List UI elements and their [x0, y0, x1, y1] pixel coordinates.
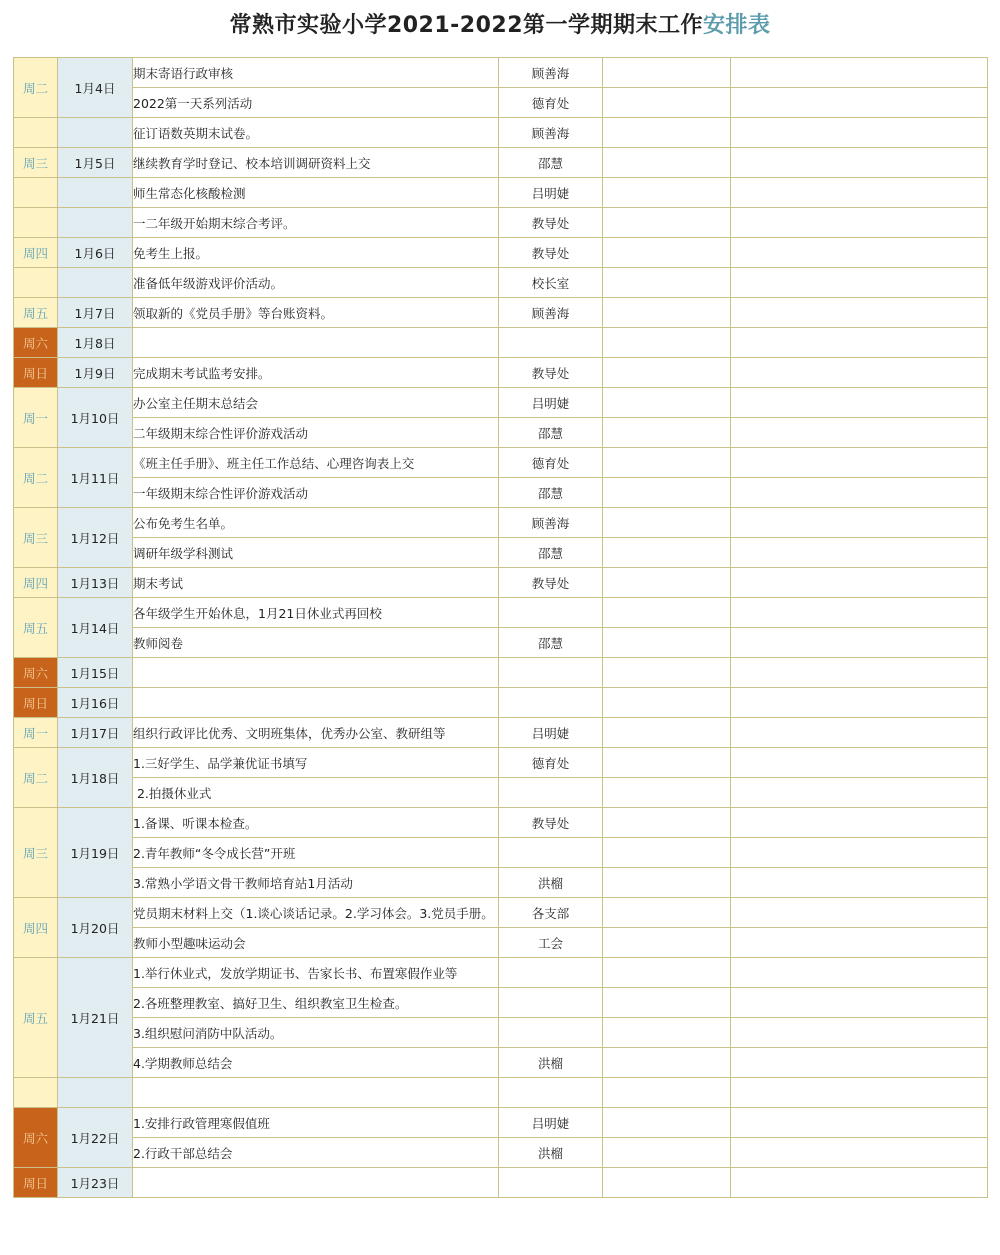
table-row — [14, 988, 988, 1018]
weekday-cell: 周二 — [14, 748, 58, 808]
event-cell: 完成期末考试监考安排。 — [133, 358, 499, 388]
event-cell — [133, 1078, 499, 1108]
blank-cell — [603, 1048, 731, 1078]
table-row — [14, 358, 988, 388]
blank-cell — [603, 568, 731, 598]
blank-cell — [603, 388, 731, 418]
table-row — [14, 268, 988, 298]
blank-cell — [603, 238, 731, 268]
blank-cell — [731, 118, 988, 148]
blank-cell — [731, 508, 988, 538]
blank-cell — [731, 988, 988, 1018]
owner-cell: 吕明婕 — [499, 718, 603, 748]
event-cell: 公布免考生名单。 — [133, 508, 499, 538]
table-row — [14, 1108, 988, 1138]
event-cell: 党员期末材料上交（1.谈心谈话记录。2.学习体会。3.党员手册。 — [133, 898, 499, 928]
owner-cell — [499, 1168, 603, 1198]
event-cell: 征订语数英期末试卷。 — [133, 118, 499, 148]
blank-cell — [731, 448, 988, 478]
table-row — [14, 88, 988, 118]
event-cell: 期末寄语行政审核 — [133, 58, 499, 88]
table-row — [14, 58, 988, 88]
blank-cell — [731, 1168, 988, 1198]
blank-cell — [603, 748, 731, 778]
event-cell: 继续教育学时登记、校本培训调研资料上交 — [133, 148, 499, 178]
table-row — [14, 628, 988, 658]
date-cell: 1月21日 — [58, 958, 133, 1078]
weekday-cell: 周日 — [14, 358, 58, 388]
weekday-cell: 周三 — [14, 148, 58, 178]
table-row — [14, 328, 988, 358]
owner-cell: 吕明婕 — [499, 1108, 603, 1138]
event-cell: 办公室主任期末总结会 — [133, 388, 499, 418]
owner-cell — [499, 958, 603, 988]
owner-cell — [499, 988, 603, 1018]
weekday-cell: 周二 — [14, 448, 58, 508]
event-cell: 领取新的《党员手册》等台账资料。 — [133, 298, 499, 328]
blank-cell — [603, 118, 731, 148]
blank-cell — [603, 1168, 731, 1198]
blank-cell — [731, 1108, 988, 1138]
blank-cell — [731, 628, 988, 658]
event-cell: 2.青年教师“冬令成长营”开班 — [133, 838, 499, 868]
table-row — [14, 118, 988, 148]
event-cell: 4.学期教师总结会 — [133, 1048, 499, 1078]
event-cell: 1.备课、听课本检查。 — [133, 808, 499, 838]
blank-cell — [731, 658, 988, 688]
blank-cell — [731, 898, 988, 928]
date-cell: 1月10日 — [58, 388, 133, 448]
date-cell: 1月15日 — [58, 658, 133, 688]
table-row — [14, 568, 988, 598]
title-highlight: 安排表 — [703, 13, 771, 38]
blank-cell — [731, 418, 988, 448]
table-row — [14, 388, 988, 418]
table-row — [14, 838, 988, 868]
owner-cell: 教导处 — [499, 208, 603, 238]
date-cell: 1月17日 — [58, 718, 133, 748]
table-row — [14, 238, 988, 268]
owner-cell: 邵慧 — [499, 628, 603, 658]
owner-cell: 吕明婕 — [499, 388, 603, 418]
owner-cell: 吕明婕 — [499, 178, 603, 208]
date-cell: 1月9日 — [58, 358, 133, 388]
table-row — [14, 658, 988, 688]
owner-cell: 顾善海 — [499, 298, 603, 328]
owner-cell: 邵慧 — [499, 148, 603, 178]
event-cell: 二年级期末综合性评价游戏活动 — [133, 418, 499, 448]
date-cell: 1月18日 — [58, 748, 133, 808]
event-cell: 师生常态化核酸检测 — [133, 178, 499, 208]
blank-cell — [731, 958, 988, 988]
blank-cell — [603, 688, 731, 718]
owner-cell: 德育处 — [499, 88, 603, 118]
event-cell — [133, 688, 499, 718]
table-row — [14, 898, 988, 928]
blank-cell — [731, 58, 988, 88]
weekday-cell: 周六 — [14, 328, 58, 358]
weekday-cell: 周六 — [14, 658, 58, 688]
table-row — [14, 1078, 988, 1108]
date-cell: 1月14日 — [58, 598, 133, 658]
owner-cell: 顾善海 — [499, 58, 603, 88]
blank-cell — [603, 598, 731, 628]
weekday-cell: 周二 — [14, 58, 58, 118]
schedule-table — [13, 57, 988, 1198]
date-cell — [58, 268, 133, 298]
event-cell: 免考生上报。 — [133, 238, 499, 268]
date-cell: 1月19日 — [58, 808, 133, 898]
blank-cell — [603, 328, 731, 358]
table-row — [14, 538, 988, 568]
blank-cell — [731, 178, 988, 208]
table-row — [14, 688, 988, 718]
event-cell: 组织行政评比优秀、文明班集体，优秀办公室、教研组等 — [133, 718, 499, 748]
date-cell — [58, 1078, 133, 1108]
blank-cell — [603, 628, 731, 658]
weekday-cell: 周一 — [14, 718, 58, 748]
event-cell: 各年级学生开始休息，1月21日休业式再回校 — [133, 598, 499, 628]
table-row — [14, 958, 988, 988]
blank-cell — [603, 988, 731, 1018]
owner-cell: 顾善海 — [499, 118, 603, 148]
blank-cell — [603, 448, 731, 478]
blank-cell — [603, 298, 731, 328]
blank-cell — [731, 808, 988, 838]
blank-cell — [731, 478, 988, 508]
title-main: 常熟市实验小学2021-2022第一学期期末工作 — [229, 13, 704, 38]
event-cell: 1.举行休业式，发放学期证书、告家长书、布置寒假作业等 — [133, 958, 499, 988]
weekday-cell: 周三 — [14, 808, 58, 898]
weekday-cell: 周日 — [14, 1168, 58, 1198]
date-cell: 1月8日 — [58, 328, 133, 358]
date-cell — [58, 118, 133, 148]
table-row — [14, 478, 988, 508]
blank-cell — [731, 778, 988, 808]
date-cell: 1月16日 — [58, 688, 133, 718]
weekday-cell: 周五 — [14, 598, 58, 658]
event-cell: 一二年级开始期末综合考评。 — [133, 208, 499, 238]
blank-cell — [731, 358, 988, 388]
owner-cell: 洪榴 — [499, 1138, 603, 1168]
blank-cell — [731, 718, 988, 748]
blank-cell — [731, 148, 988, 178]
table-row — [14, 928, 988, 958]
owner-cell: 校长室 — [499, 268, 603, 298]
event-cell: 期末考试 — [133, 568, 499, 598]
table-row — [14, 208, 988, 238]
weekday-cell — [14, 1078, 58, 1108]
event-cell — [133, 658, 499, 688]
event-cell: 3.组织慰问消防中队活动。 — [133, 1018, 499, 1048]
table-row — [14, 1168, 988, 1198]
weekday-cell: 周一 — [14, 388, 58, 448]
event-cell: 2.各班整理教室、搞好卫生、组织教室卫生检查。 — [133, 988, 499, 1018]
weekday-cell: 周四 — [14, 568, 58, 598]
blank-cell — [731, 748, 988, 778]
blank-cell — [603, 928, 731, 958]
blank-cell — [731, 838, 988, 868]
owner-cell — [499, 658, 603, 688]
table-row — [14, 808, 988, 838]
event-cell: 1.三好学生、品学兼优证书填写 — [133, 748, 499, 778]
weekday-cell: 周三 — [14, 508, 58, 568]
blank-cell — [603, 838, 731, 868]
table-row — [14, 868, 988, 898]
table-row — [14, 718, 988, 748]
blank-cell — [731, 88, 988, 118]
owner-cell: 德育处 — [499, 748, 603, 778]
date-cell: 1月5日 — [58, 148, 133, 178]
owner-cell: 邵慧 — [499, 478, 603, 508]
table-row — [14, 598, 988, 628]
weekday-cell: 周日 — [14, 688, 58, 718]
date-cell: 1月23日 — [58, 1168, 133, 1198]
blank-cell — [731, 598, 988, 628]
weekday-cell — [14, 178, 58, 208]
owner-cell: 教导处 — [499, 808, 603, 838]
event-cell: 教师小型趣味运动会 — [133, 928, 499, 958]
page-title — [0, 8, 1000, 39]
owner-cell: 洪榴 — [499, 868, 603, 898]
owner-cell: 各支部 — [499, 898, 603, 928]
date-cell — [58, 178, 133, 208]
blank-cell — [603, 808, 731, 838]
owner-cell: 教导处 — [499, 358, 603, 388]
blank-cell — [603, 1018, 731, 1048]
date-cell: 1月13日 — [58, 568, 133, 598]
event-cell: 2.行政干部总结会 — [133, 1138, 499, 1168]
table-row — [14, 148, 988, 178]
blank-cell — [603, 958, 731, 988]
blank-cell — [603, 1078, 731, 1108]
date-cell — [58, 208, 133, 238]
owner-cell — [499, 838, 603, 868]
event-cell: 调研年级学科测试 — [133, 538, 499, 568]
table-row — [14, 1018, 988, 1048]
blank-cell — [603, 718, 731, 748]
blank-cell — [603, 1108, 731, 1138]
owner-cell — [499, 778, 603, 808]
owner-cell: 洪榴 — [499, 1048, 603, 1078]
blank-cell — [731, 1138, 988, 1168]
owner-cell: 教导处 — [499, 568, 603, 598]
owner-cell: 邵慧 — [499, 538, 603, 568]
blank-cell — [731, 268, 988, 298]
blank-cell — [731, 388, 988, 418]
event-cell: 准备低年级游戏评价活动。 — [133, 268, 499, 298]
weekday-cell: 周四 — [14, 898, 58, 958]
date-cell: 1月22日 — [58, 1108, 133, 1168]
blank-cell — [603, 358, 731, 388]
owner-cell — [499, 598, 603, 628]
event-cell: 2.拍摄休业式 — [133, 778, 499, 808]
blank-cell — [603, 268, 731, 298]
blank-cell — [603, 58, 731, 88]
blank-cell — [603, 1138, 731, 1168]
date-cell: 1月4日 — [58, 58, 133, 118]
blank-cell — [731, 868, 988, 898]
blank-cell — [603, 208, 731, 238]
owner-cell: 邵慧 — [499, 418, 603, 448]
owner-cell — [499, 328, 603, 358]
weekday-cell: 周四 — [14, 238, 58, 268]
blank-cell — [731, 1048, 988, 1078]
blank-cell — [731, 538, 988, 568]
table-row — [14, 178, 988, 208]
table-row — [14, 298, 988, 328]
blank-cell — [731, 328, 988, 358]
table-row — [14, 778, 988, 808]
owner-cell: 德育处 — [499, 448, 603, 478]
blank-cell — [731, 568, 988, 598]
weekday-cell: 周五 — [14, 958, 58, 1078]
date-cell: 1月11日 — [58, 448, 133, 508]
date-cell: 1月12日 — [58, 508, 133, 568]
weekday-cell — [14, 268, 58, 298]
blank-cell — [603, 148, 731, 178]
blank-cell — [603, 898, 731, 928]
event-cell: 教师阅卷 — [133, 628, 499, 658]
blank-cell — [603, 478, 731, 508]
table-row — [14, 1048, 988, 1078]
blank-cell — [731, 298, 988, 328]
table-row — [14, 1138, 988, 1168]
weekday-cell — [14, 118, 58, 148]
blank-cell — [731, 238, 988, 268]
event-cell: 2022第一天系列活动 — [133, 88, 499, 118]
blank-cell — [603, 778, 731, 808]
event-cell: 《班主任手册》、班主任工作总结、心理咨询表上交 — [133, 448, 499, 478]
blank-cell — [603, 508, 731, 538]
event-cell: 1.安排行政管理寒假值班 — [133, 1108, 499, 1138]
blank-cell — [603, 88, 731, 118]
weekday-cell: 周六 — [14, 1108, 58, 1168]
blank-cell — [603, 658, 731, 688]
blank-cell — [731, 928, 988, 958]
table-row — [14, 508, 988, 538]
table-row — [14, 448, 988, 478]
date-cell: 1月6日 — [58, 238, 133, 268]
blank-cell — [603, 418, 731, 448]
date-cell: 1月7日 — [58, 298, 133, 328]
owner-cell: 教导处 — [499, 238, 603, 268]
blank-cell — [731, 1078, 988, 1108]
owner-cell: 顾善海 — [499, 508, 603, 538]
table-row — [14, 418, 988, 448]
weekday-cell: 周五 — [14, 298, 58, 328]
blank-cell — [603, 178, 731, 208]
event-cell — [133, 328, 499, 358]
owner-cell — [499, 1078, 603, 1108]
event-cell — [133, 1168, 499, 1198]
owner-cell — [499, 1018, 603, 1048]
owner-cell — [499, 688, 603, 718]
weekday-cell — [14, 208, 58, 238]
blank-cell — [731, 688, 988, 718]
blank-cell — [731, 1018, 988, 1048]
table-row — [14, 748, 988, 778]
blank-cell — [731, 208, 988, 238]
date-cell: 1月20日 — [58, 898, 133, 958]
blank-cell — [603, 538, 731, 568]
blank-cell — [603, 868, 731, 898]
owner-cell: 工会 — [499, 928, 603, 958]
event-cell: 3.常熟小学语文骨干教师培育站1月活动 — [133, 868, 499, 898]
event-cell: 一年级期末综合性评价游戏活动 — [133, 478, 499, 508]
